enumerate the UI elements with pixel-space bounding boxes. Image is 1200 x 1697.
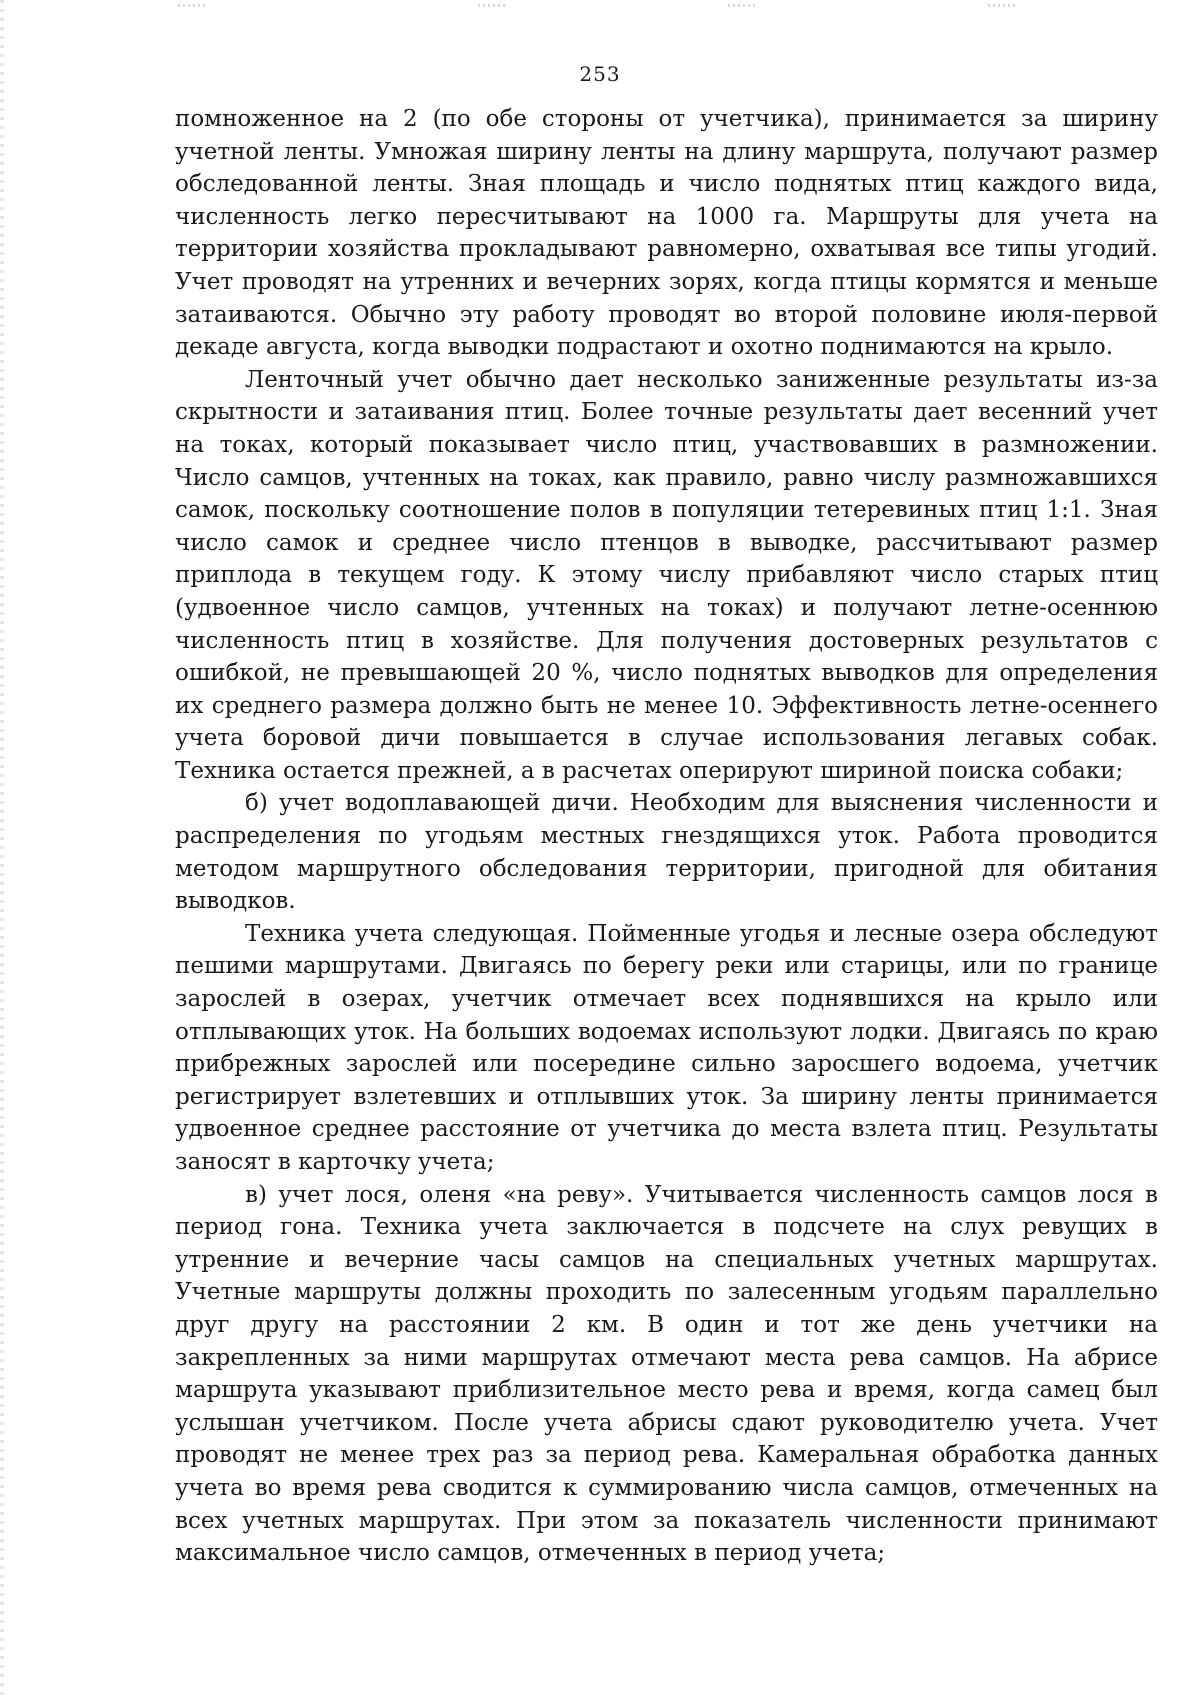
paragraph-waterfowl-census: б) учет водоплавающей дичи. Необходим для выяснения численности и распределения по угодьям местных гнездящихся уток. Работа проводится методом маршрутного обследования территории, пригодной для обитания выводков.	[175, 790, 1158, 915]
document-body	[175, 103, 1158, 1570]
paragraph-census-technique: Техника учета следующая. Пойменные угодья и лесные озера обследуют пешими маршрутами. Двигаясь по берегу реки или старицы, или по границе зарослей в озерах, учетчик отмечает всех поднявшихся на крыло или отплывающих уток. На больших водоемах используют лодки. Двигаясь по краю прибрежных зарослей или посередине сильно заросшего водоема, учетчик регистрирует взлетевших и отплывших уток. За ширину ленты принимается удвоенное среднее расстояние от учетчика до места взлета птиц. Результаты заносят в карточку учета;	[175, 920, 1158, 1175]
paragraph-continuation: помноженное на 2 (по обе стороны от учетчика), принимается за ширину учетной ленты. Умножая ширину ленты на длину маршрута, получают размер обследованной ленты. Зная площадь и число поднятых птиц каждого вида, численность легко пересчитывают на 1000 га. Маршруты для учета на территории хозяйства прокладывают равномерно, охватывая все типы угодий. Учет проводят на утренних и вечерних зорях, когда птицы кормятся и меньше затаиваются. Обычно эту работу проводят во второй половине июля-первой декаде августа, когда выводки подрастают и охотно поднимаются на крыло.	[175, 106, 1158, 361]
paragraph-strip-census: Ленточный учет обычно дает несколько заниженные результаты из-за скрытности и затаивания птиц. Более точные результаты дает весенний учет на токах, который показывает число птиц, участвовавших в размножении. Число самцов, учтенных на токах, как правило, равно числу размножавшихся самок, поскольку соотношение полов в популяции тетеревиных птиц 1:1. Зная число самок и среднее число птенцов в выводке, рассчитывают размер приплода в текущем году. К этому числу прибавляют число старых птиц (удвоенное число самцов, учтенных на токах) и получают летне-осеннюю численность птиц в хозяйстве. Для получения достоверных результатов с ошибкой, не превышающей 20 %, число поднятых выводков для определения их среднего размера должно быть не менее 10. Эффективность летне-осеннего учета боровой дичи повышается в случае использования легавых собак. Техника остается прежней, а в расчетах оперируют шириной поиска собаки;	[175, 366, 1158, 784]
scan-top-artifacts	[0, 4, 1200, 10]
paragraph-moose-deer-census: в) учет лося, оленя «на реву». Учитывается численность самцов лося в период гона. Техника учета заключается в подсчете на слух ревущих в утренние и вечерние часы самцов на специальных учетных маршрутах. Учетные маршруты должны проходить по залесенным угодьям параллельно друг другу на расстоянии 2 км. В один и тот же день учетчики на закрепленных за ними маршрутах отмечают места рева самцов. На абрисе маршрута указывают приблизительное место рева и время, когда самец был услышан учетчиком. После учета абрисы сдают руководителю учета. Учет проводят не менее трех раз за период рева. Камеральная обработка данных учета во время рева сводится к суммированию числа самцов, отмеченных на всех учетных маршрутах. При этом за показатель численности принимают максимальное число самцов, отмеченных в период учета;	[175, 1181, 1158, 1567]
scan-edge-artifact	[0, 0, 4, 1697]
page-number: 253	[579, 62, 621, 86]
